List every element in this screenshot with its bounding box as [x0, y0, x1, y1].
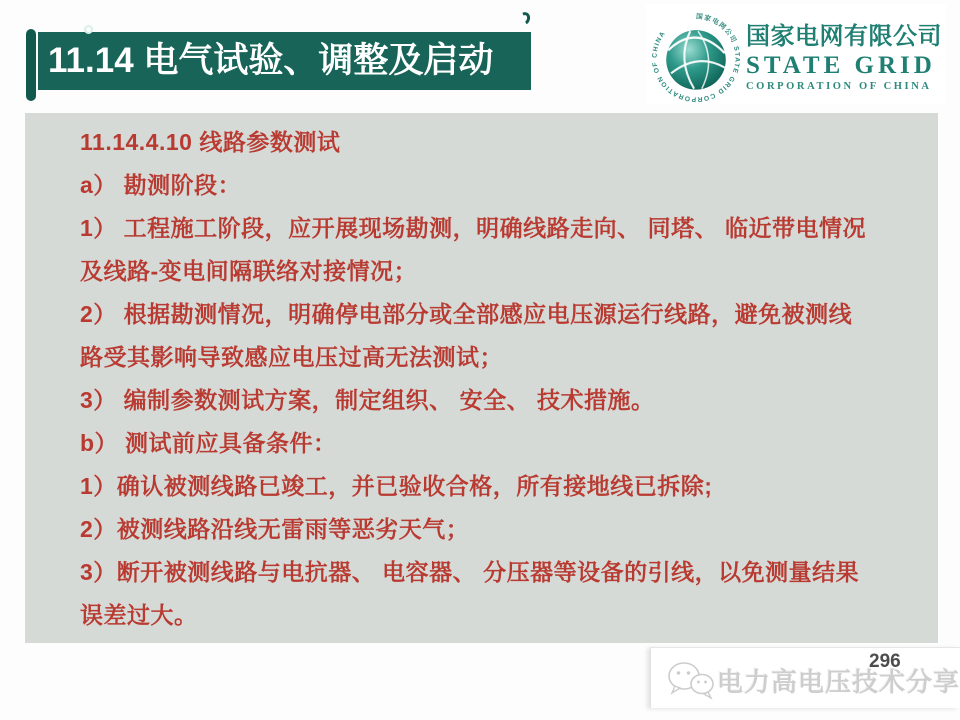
- content-line: 2）被测线路沿线无雷雨等恶劣天气；: [80, 516, 470, 542]
- logo-company-name-en: STATE GRID: [746, 52, 936, 79]
- content-line: 1）确认被测线路已竣工，并已验收合格，所有接地线已拆除;: [80, 473, 713, 499]
- logo-company-subtitle: CORPORATION OF CHINA: [746, 81, 932, 92]
- body-text-block: [80, 121, 910, 637]
- content-line: 3） 编制参数测试方案，制定组织、 安全、 技术措施。: [80, 387, 655, 413]
- content-line: 误差过大。: [80, 602, 198, 628]
- content-line: 1） 工程施工阶段，应开展现场勘测，明确线路走向、 同塔、 临近带电情况: [80, 215, 866, 241]
- content-line: b） 测试前应具备条件：: [80, 430, 337, 456]
- banner-curl-decoration-left: [84, 25, 93, 34]
- content-line: 2） 根据勘测情况，明确停电部分或全部感应电压源运行线路，避免被测线: [80, 301, 853, 327]
- slide-content-panel: [25, 113, 938, 643]
- content-line-heading: 11.14.4.10 线路参数测试: [80, 129, 341, 155]
- banner-ribbon-bar: [26, 29, 36, 101]
- watermark-panel: [650, 647, 960, 708]
- state-grid-globe-icon: [648, 10, 744, 106]
- section-title-banner: [38, 32, 531, 90]
- logo-company-name-cn: 国家电网有限公司: [746, 23, 942, 50]
- wechat-icon: [665, 659, 715, 701]
- globe-ring-text: 国家电网公司 STATE GRID CORPORATION OF CHINA: [651, 13, 741, 103]
- content-line: a） 勘测阶段：: [80, 172, 242, 198]
- content-line: 及线路-变电间隔联络对接情况；: [80, 258, 418, 284]
- content-line: 3）断开被测线路与电抗器、 电容器、 分压器等设备的引线，以免测量结果: [80, 559, 860, 585]
- watermark-text: 电力高电压技术分享: [717, 667, 960, 697]
- content-line: 路受其影响导致感应电压过高无法测试；: [80, 344, 503, 370]
- page-number: 296: [869, 651, 901, 672]
- globe-sphere: [666, 30, 726, 90]
- banner-curl-decoration-right: [517, 11, 531, 27]
- section-title: 11.14 电气试验、调整及启动: [48, 41, 494, 80]
- logo-text-block: [746, 16, 946, 92]
- state-grid-logo: [646, 4, 946, 104]
